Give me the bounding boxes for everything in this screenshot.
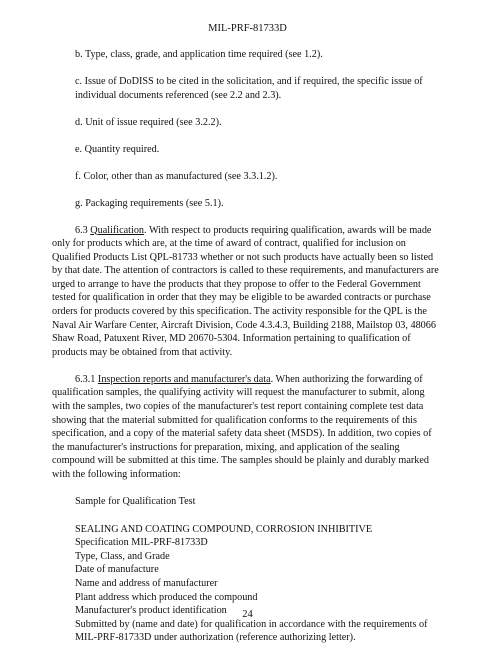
sample-line: Submitted by (name and date) for qualification in accordance with the requirements of MIL-PRF-81733D under authorization (reference authorizing letter). bbox=[75, 618, 428, 644]
page-number: 24 bbox=[242, 609, 253, 620]
list-item-b: b. Type, class, grade, and application time required (see 1.2). bbox=[75, 49, 323, 60]
list-item-d: d. Unit of issue required (see 3.2.2). bbox=[75, 116, 222, 128]
sample-marking-list bbox=[52, 523, 444, 645]
section-text: . With respect to products requiring qualification, awards will be made only for products which are, at the time of award of contract, qualified for inclusion on Qualified Products List QPL-81733 whether or not such products have actually been so listed by that date. The attention of contractors is called to these requirements, and manufacturers are urged to arrange to have the products that they propose to offer to the Federal Government tested for qualification in order that they may be eligible to be awarded contracts or purchase orders for products covered by this specification. The activity responsible for the QPL is the Naval Air Warfare Center, Aircraft Division, Code 4.3.4.3, Building 2188, Mailstop 03, 48066 Shaw Road, Patuxent River, MD 20670-5304. Information pertaining to qualification of products may be obtained from that activity. bbox=[52, 224, 439, 358]
document-body bbox=[52, 48, 444, 645]
sample-line: SEALING AND COATING COMPOUND, CORROSION INHIBITIVE bbox=[75, 523, 373, 535]
sample-line: Plant address which produced the compound bbox=[75, 591, 258, 603]
list-item-f: f. Color, other than as manufactured (see 3.3.1.2). bbox=[75, 170, 278, 182]
list-item-g: g. Packaging requirements (see 5.1). bbox=[75, 197, 224, 209]
sample-line: Manufacturer's product identification bbox=[75, 605, 227, 617]
sample-line: Type, Class, and Grade bbox=[75, 550, 170, 562]
page-header: MIL-PRF-81733D bbox=[208, 23, 287, 34]
sample-heading: Sample for Qualification Test bbox=[75, 495, 196, 507]
section-heading: Inspection reports and manufacturer's data bbox=[97, 373, 271, 385]
section-6-3-paragraph bbox=[52, 224, 444, 360]
section-heading: Qualification bbox=[90, 224, 145, 236]
list-item-e: e. Quantity required. bbox=[75, 143, 160, 155]
sample-line: Date of manufacture bbox=[75, 564, 159, 576]
sample-line: Name and address of manufacturer bbox=[75, 577, 218, 589]
sample-line: Specification MIL-PRF-81733D bbox=[75, 537, 208, 549]
list-item-c: c. Issue of DoDISS to be cited in the solicitation, and if required, the specific issue of individual documents referenced (see 2.2 and 2.3). bbox=[75, 75, 423, 101]
section-number: 6.3.1 bbox=[75, 373, 96, 385]
section-number: 6.3 bbox=[75, 224, 88, 236]
section-text: . When authorizing the forwarding of qualification samples, the qualifying activity will request the manufacturer to submit, along with the samples, two copies of the manufacturer's test report containing complete test data showing that the material submitted for qualification conforms to the requirements of this specification, and a copy of the material safety data sheet (MSDS). In addition, two copies of the manufacturer's instructions for preparation, mixing, and application of the sealing compound will be submitted at this time. The samples should be plainly and durably marked with the following information: bbox=[52, 373, 432, 480]
section-6-3-1-paragraph bbox=[52, 373, 444, 482]
